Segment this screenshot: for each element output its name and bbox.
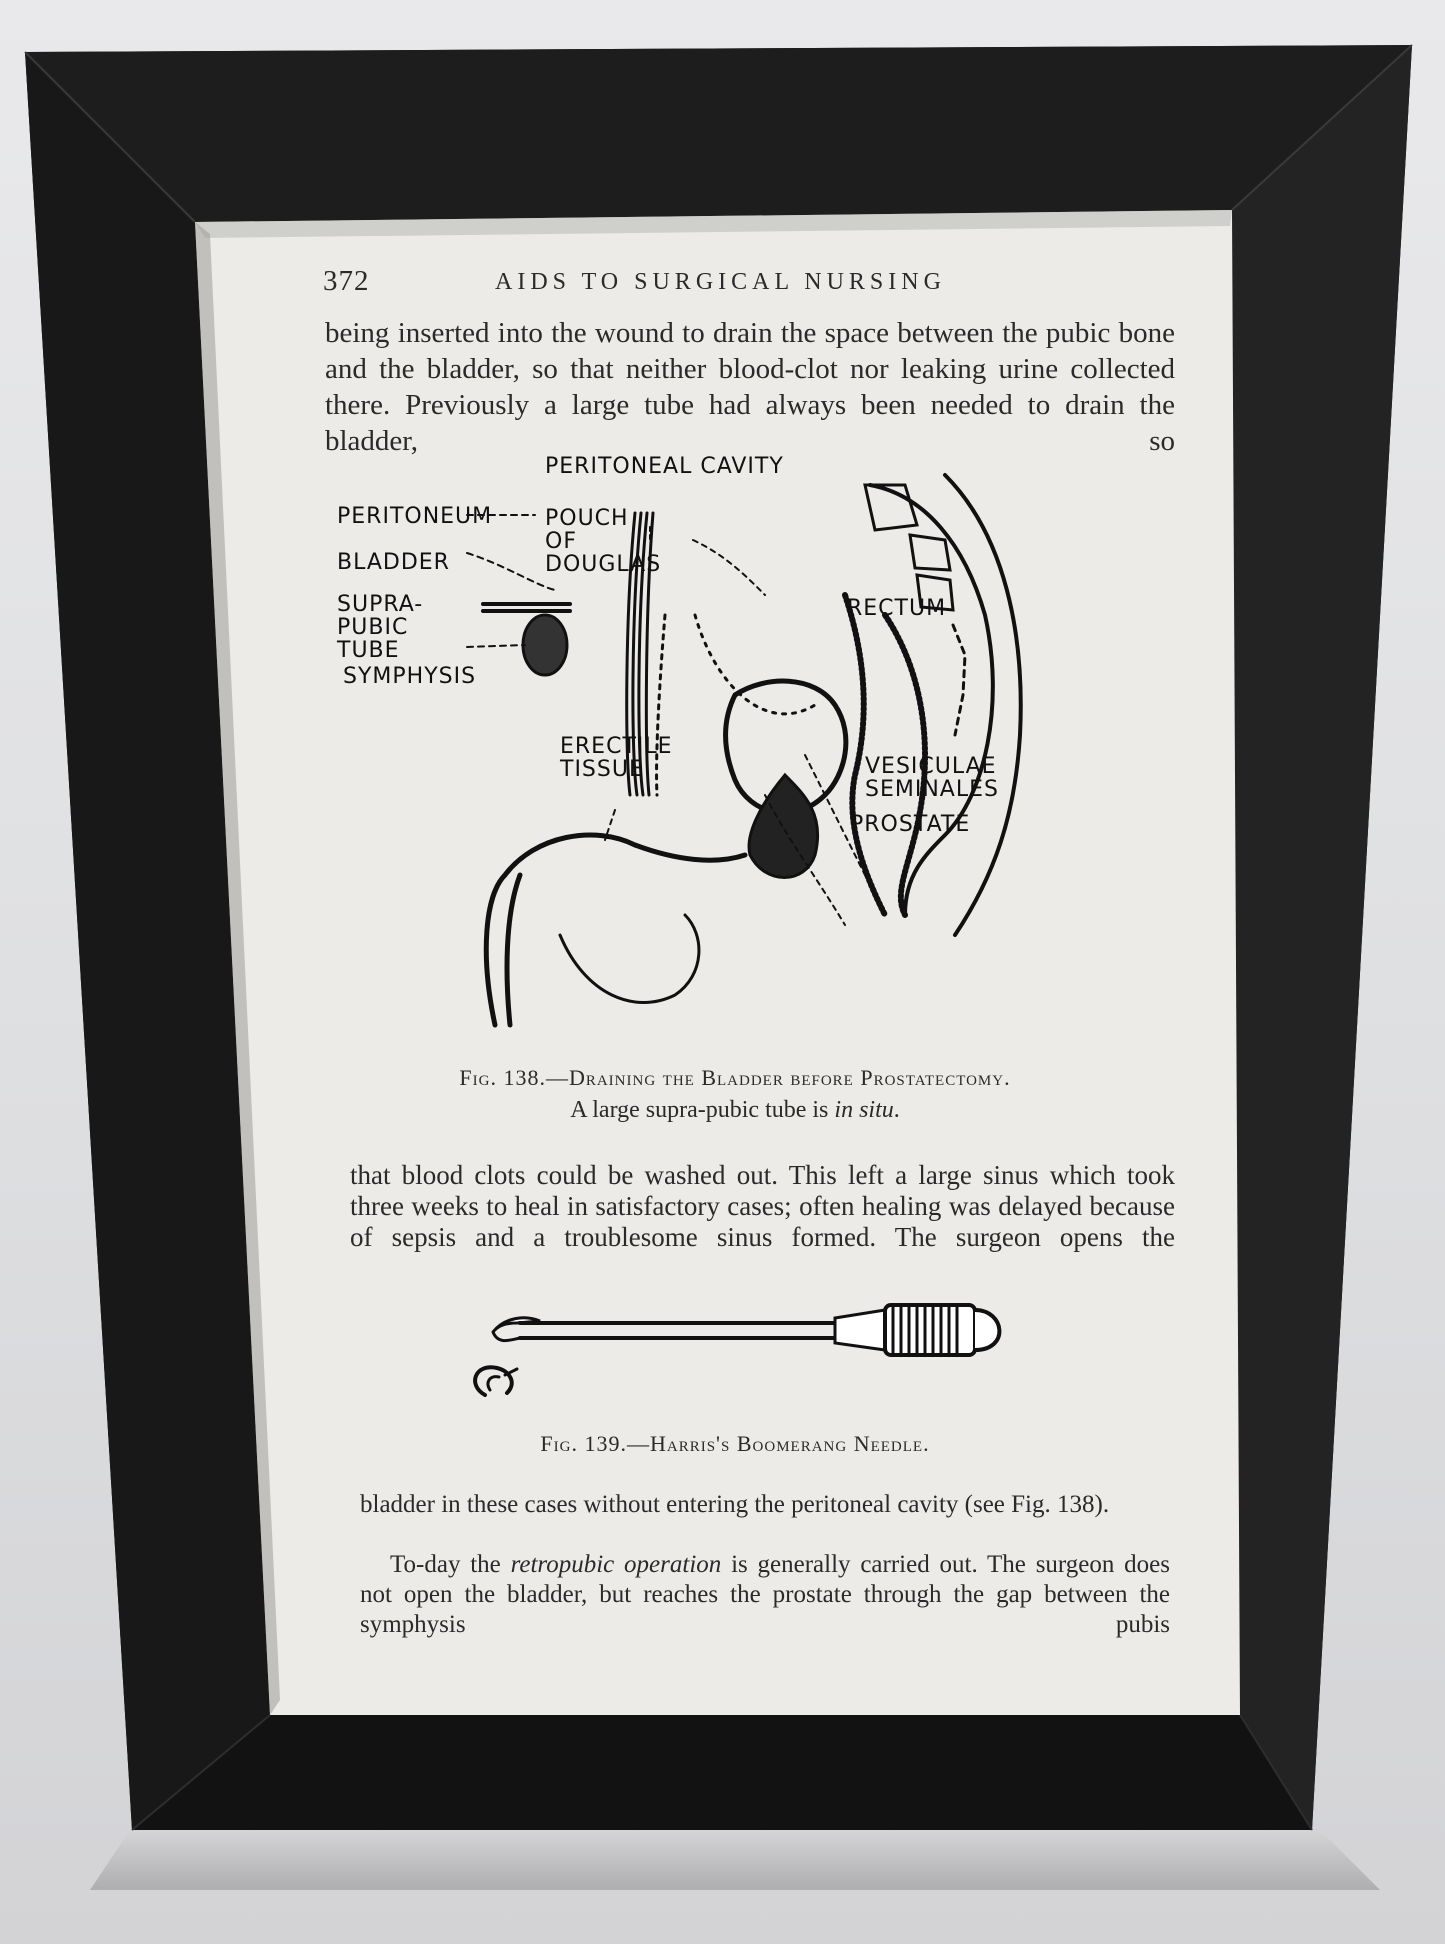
label-symphysis: SYMPHYSIS <box>343 664 477 689</box>
frame-right-bevel <box>1232 45 1412 1830</box>
needle-handle <box>885 1305 975 1355</box>
label-bladder: BLADDER <box>337 550 450 575</box>
frame-shadow <box>90 1830 1380 1890</box>
running-head-title: AIDS TO SURGICAL NURSING <box>495 269 946 295</box>
label-peritoneum: PERITONEUM <box>337 504 493 529</box>
label-pouch-of-douglas: POUCH OF DOUGLAS <box>545 506 662 577</box>
label-prostate: PROSTATE <box>850 812 971 837</box>
page-number: 372 <box>323 265 370 297</box>
book-page <box>205 235 1215 1685</box>
frame-top-bevel <box>25 45 1412 222</box>
figure-139-caption: Fig. 139.—Harris's Boomerang Needle. <box>540 1431 930 1456</box>
figure-139-needle <box>205 235 1215 1685</box>
label-rectum: RECTUM <box>847 596 947 621</box>
label-peritoneal-cavity: PERITONEAL CAVITY <box>545 454 784 479</box>
paragraph-2: that blood clots could be washed out. This left a large sinus which took three weeks to heal in satisfactory cases; often healing was delayed because of sepsis and a troublesome sinus formed. The surgeon opens the <box>350 1160 1175 1252</box>
label-vesiculae-seminales: VESICULAE SEMINALES <box>865 754 999 802</box>
frame-bottom-bevel <box>132 1715 1312 1830</box>
paragraph-4: To-day the retropubic operation is generally carried out. The surgeon does not open the bladder, but reaches the prostate through the gap between the symphysis pubis <box>360 1551 1171 1638</box>
needle-tip-detail <box>475 1367 512 1395</box>
figure-138-subcaption: A large supra-pubic tube is in situ. <box>570 1097 900 1123</box>
paragraph-3: bladder in these cases without entering the peritoneal cavity (see Fig. 138). <box>360 1491 1110 1518</box>
paragraph-1: being inserted into the wound to drain the space between the pubic bone and the bladder, so that neither blood-clot nor leaking urine collected there. Previously a large tube had always been needed to drain the bladder, so <box>325 317 1175 457</box>
label-supra-pubic-tube: SUPRA-PUBIC TUBE <box>337 592 424 663</box>
label-erectile-tissue: ERECTILE TISSUE <box>560 734 673 782</box>
figure-138-caption: Fig. 138.—Draining the Bladder before Prostatectomy. <box>459 1065 1011 1090</box>
